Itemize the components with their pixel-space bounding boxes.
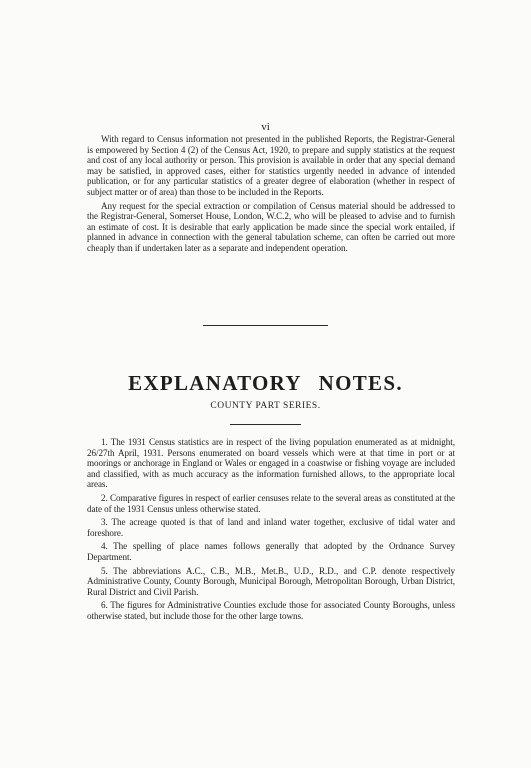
note-item: 2. Comparative figures in respect of earlier censuses relate to the several areas as constituted at the date of the 1931 Census unless otherwise stated. <box>87 492 455 514</box>
page-number: vi <box>261 121 270 133</box>
note-item: 6. The figures for Administrative Counties exclude those for associated County Boroughs, unless otherwise stated, but include those for the other large towns. <box>87 600 455 621</box>
note-item: 4. The spelling of place names follows generally that adopted by the Ordnance Survey Department. <box>87 541 455 562</box>
intro-paragraph: Any request for the special extraction or compilation of Census material should be addressed to the Registrar-General, Somerset House, London, W.C.2, who will be pleased to advise and to furnish an estimate of cost. It is desirable that early application be made since the special work entailed, if planned in advance in connection with the general tabulation scheme, can often be carried out more cheaply than if undertaken later as a separate and independent operation. <box>87 200 455 253</box>
note-item: 1. The 1931 Census statistics are in respect of the living population enumerated as at midnight, 26/27th April, 1931. Persons enumerated on board vessels which were at that time in port or at moorings or anchorage in England or Wales or engaged in a coastwise or fishing voyage are included and classified, with as much accuracy as the information furnished allows, to the appropriate local areas. <box>87 437 455 490</box>
notes-section <box>87 437 455 625</box>
intro-paragraph: With regard to Census information not presented in the published Reports, the Registrar-General is empowered by Section 4 (2) of the Census Act, 1920, to prepare and supply statistics at the request and cost of any local authority or person. This provision is available in order that any special demand may be satisfied, in approved cases, either for statistics urgently needed in advance of intended publication, or for any particular statistics of a greater degree of elaboration (whether in respect of subject matter or of area) than those to be included in the Reports. <box>87 134 455 197</box>
section-heading: EXPLANATORY NOTES. <box>128 371 403 395</box>
section-subheading: COUNTY PART SERIES. <box>210 401 321 411</box>
subheading-divider <box>230 424 301 425</box>
note-item: 5. The abbreviations A.C., C.B., M.B., Met.B., U.D., R.D., and C.P. denote respectively Administrative County, County Borough, Municipal Borough, Metropolitan Borough, Urban District, Rural District and Civil Parish. <box>87 565 455 597</box>
intro-section <box>87 134 455 257</box>
note-item: 3. The acreage quoted is that of land and inland water together, exclusive of tidal water and foreshore. <box>87 517 455 538</box>
section-divider <box>203 325 328 326</box>
